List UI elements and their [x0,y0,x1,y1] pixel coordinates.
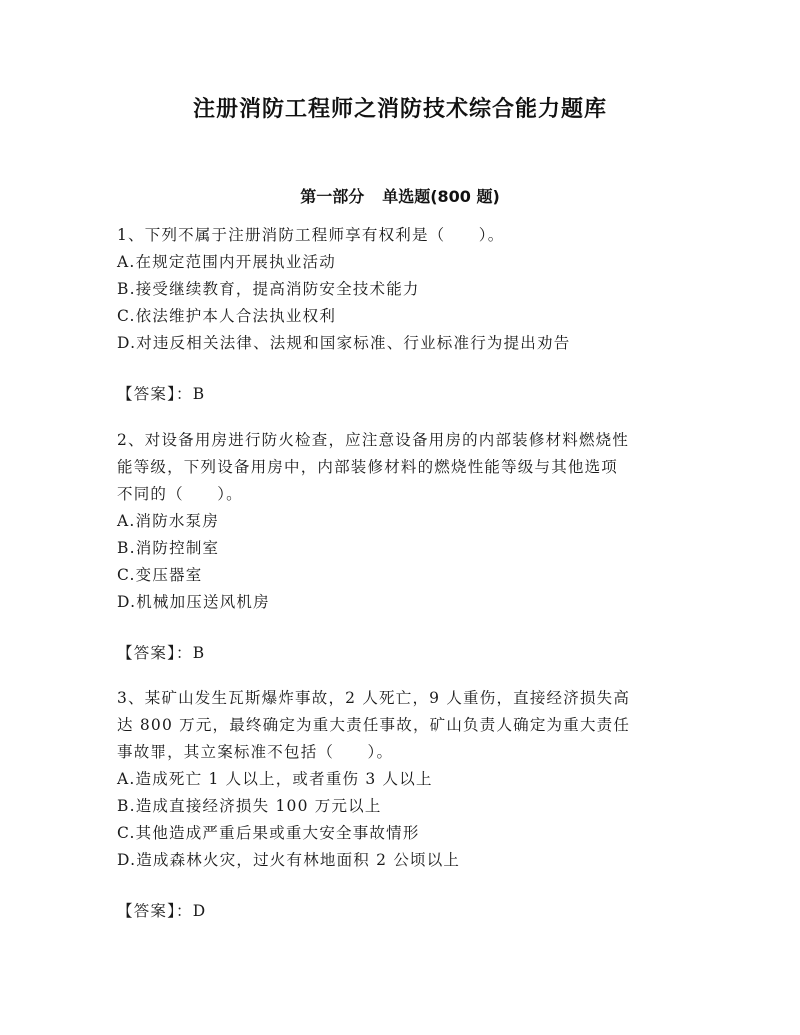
option-b: B.造成直接经济损失 100 万元以上 [117,797,382,815]
option-b: B.消防控制室 [117,539,220,557]
question-stem-line: 能等级，下列设备用房中，内部装修材料的燃烧性能等级与其他选项 [117,458,619,476]
option-c: C.变压器室 [117,566,203,584]
option-a: A.消防水泵房 [117,512,220,530]
option-d: D.机械加压送风机房 [117,593,270,611]
question-stem-line: 事故罪，其立案标准不包括（ ）。 [117,743,394,761]
question-stem-line: 不同的（ ）。 [117,485,243,503]
section-part: 第一部分 [300,187,365,206]
option-c: C.其他造成严重后果或重大安全事故情形 [117,824,420,842]
question-stem-line: 2、对设备用房进行防火检查，应注意设备用房的内部装修材料燃烧性 [117,431,630,449]
document-title: 注册消防工程师之消防技术综合能力题库 [192,97,607,122]
answer: 【答案】：D [117,902,207,920]
option-d: D.对违反相关法律、法规和国家标准、行业标准行为提出劝告 [117,334,571,352]
question-stem-line: 3、某矿山发生瓦斯爆炸事故，2 人死亡，9 人重伤，直接经济损失高 [117,689,631,707]
answer: 【答案】：B [117,644,206,662]
section-heading [0,184,800,207]
question-stem: 1、下列不属于注册消防工程师享有权利是（ ）。 [117,226,505,244]
option-d: D.造成森林火灾，过火有林地面积 2 公顷以上 [117,851,461,869]
section-name: 单选题(800 题) [382,187,500,206]
answer: 【答案】：B [117,385,206,403]
question-1 [117,222,687,408]
option-c: C.依法维护本人合法执业权利 [117,307,337,325]
question-stem-line: 达 800 万元，最终确定为重大责任事故，矿山负责人确定为重大责任 [117,716,631,734]
option-a: A.在规定范围内开展执业活动 [117,253,336,271]
question-2 [117,427,687,667]
option-b: B.接受继续教育，提高消防安全技术能力 [117,280,420,298]
option-a: A.造成死亡 1 人以上，或者重伤 3 人以上 [117,770,433,788]
question-3 [117,685,687,925]
